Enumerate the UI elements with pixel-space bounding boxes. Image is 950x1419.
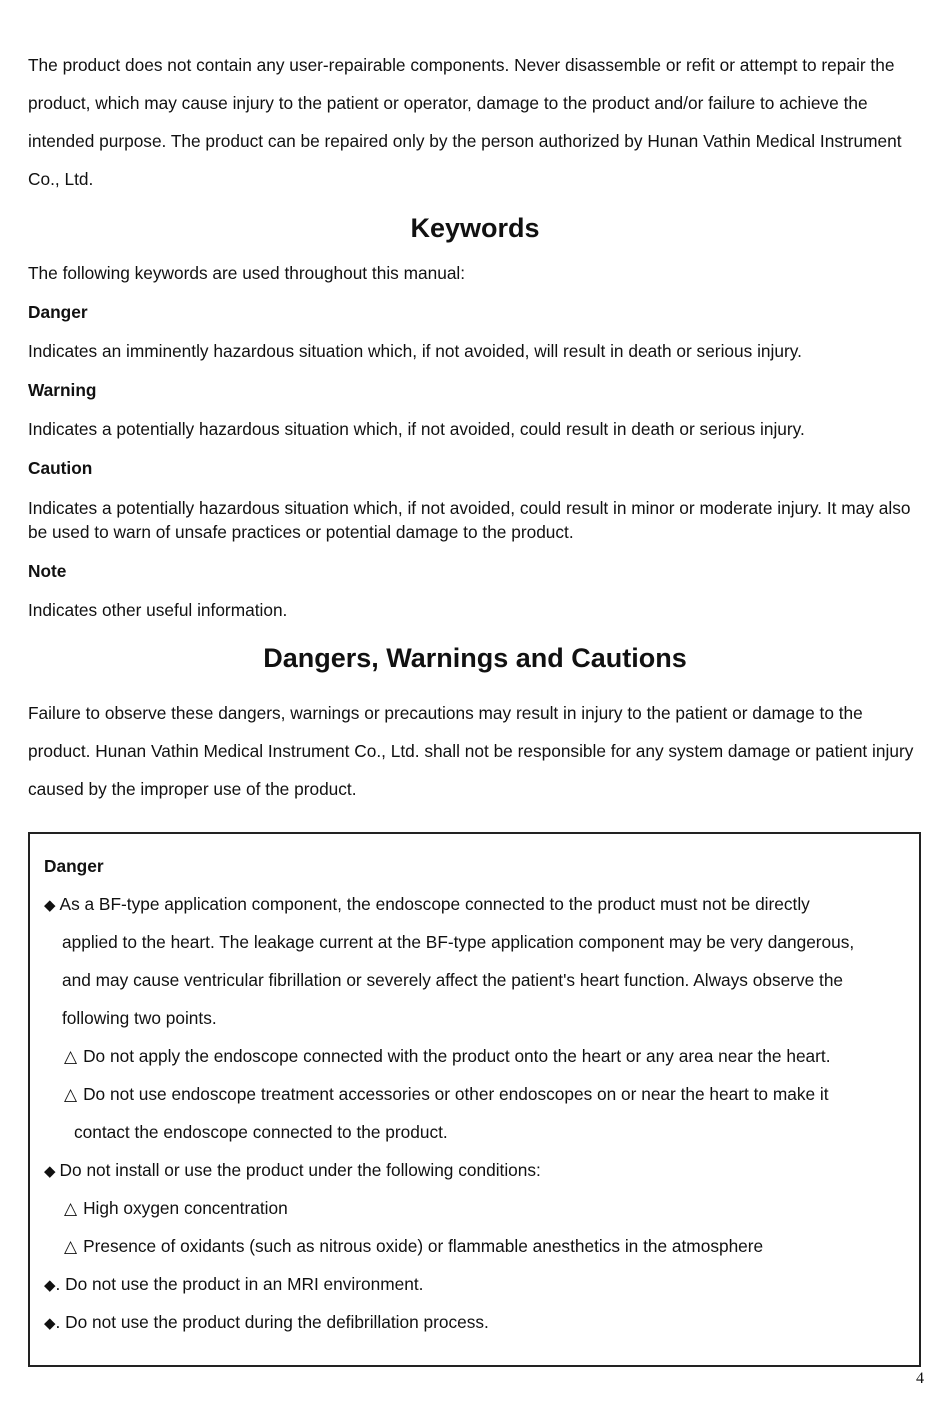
triangle-warning-icon: △ <box>64 1047 78 1066</box>
danger-bullet-1-line-1: ◆ As a BF-type application component, the endoscope connected to the product must not be directly <box>44 894 810 914</box>
danger-bullet-4: ◆. Do not use the product during the defibrillation process. <box>44 1312 489 1332</box>
danger-bullet-2: ◆ Do not install or use the product under the following conditions: <box>44 1160 541 1180</box>
danger-sub-4: △ Presence of oxidants (such as nitrous oxide) or flammable anesthetics in the atmosphere <box>64 1236 764 1256</box>
triangle-warning-icon: △ <box>64 1199 78 1218</box>
diamond-bullet-icon: ◆ <box>44 1315 56 1332</box>
intro-paragraph: The product does not contain any user-repairable components. Never disassemble or refit or attempt to repair the product, which may cause injury to the patient or operator, damage to the product and/or failure to achieve the intended purpose. The product can be repaired only by the person authorized by Hunan Vathin Medical Instrument Co., Ltd. <box>28 55 902 189</box>
keyword-danger-description: Indicates an imminently hazardous situation which, if not avoided, will result in death or serious injury. <box>28 341 802 361</box>
danger-sub-1: △ Do not apply the endoscope connected with the product onto the heart or any area near the heart. <box>64 1046 831 1066</box>
keywords-intro: The following keywords are used throughout this manual: <box>28 263 466 283</box>
danger-sub-2-line-2: contact the endoscope connected to the product. <box>74 1122 448 1142</box>
dangers-paragraph: Failure to observe these dangers, warnings or precautions may result in injury to the patient or damage to the product. Hunan Vathin Medical Instrument Co., Ltd. shall not be responsible for any system damage or patient injury caused by the improper use of the product. <box>28 703 914 799</box>
diamond-bullet-icon: ◆ <box>44 1277 56 1294</box>
keyword-caution-term: Caution <box>28 458 93 478</box>
danger-bullet-1-line-3: and may cause ventricular fibrillation or severely affect the patient's heart function. Always observe the <box>62 970 844 990</box>
diamond-bullet-icon: ◆ <box>44 1163 56 1180</box>
keywords-heading: Keywords <box>410 213 540 243</box>
danger-bullet-3: ◆. Do not use the product in an MRI environment. <box>44 1274 424 1294</box>
danger-box <box>28 832 921 1367</box>
danger-box-title: Danger <box>44 856 104 876</box>
danger-sub-3: △ High oxygen concentration <box>64 1198 288 1218</box>
diamond-bullet-icon: ◆ <box>44 897 56 914</box>
keyword-note-term: Note <box>28 561 67 581</box>
triangle-warning-icon: △ <box>64 1085 78 1104</box>
keyword-note-description: Indicates other useful information. <box>28 600 288 620</box>
keyword-warning-description: Indicates a potentially hazardous situation which, if not avoided, could result in death or serious injury. <box>28 419 805 439</box>
triangle-warning-icon: △ <box>64 1237 78 1256</box>
danger-bullet-1-line-2: applied to the heart. The leakage current at the BF-type application component may be very dangerous, <box>62 932 855 952</box>
page-number: 4 <box>916 1370 924 1387</box>
danger-bullet-1-line-4: following two points. <box>62 1008 217 1028</box>
danger-sub-2-line-1: △ Do not use endoscope treatment accessories or other endoscopes on or near the heart to make it <box>64 1084 829 1104</box>
keyword-danger-term: Danger <box>28 302 88 322</box>
keyword-caution-description: Indicates a potentially hazardous situation which, if not avoided, could result in minor or moderate injury. It may also be used to warn of unsafe practices or potential damage to the product. <box>28 498 911 542</box>
dangers-heading: Dangers, Warnings and Cautions <box>263 643 687 673</box>
keyword-warning-term: Warning <box>28 380 97 400</box>
